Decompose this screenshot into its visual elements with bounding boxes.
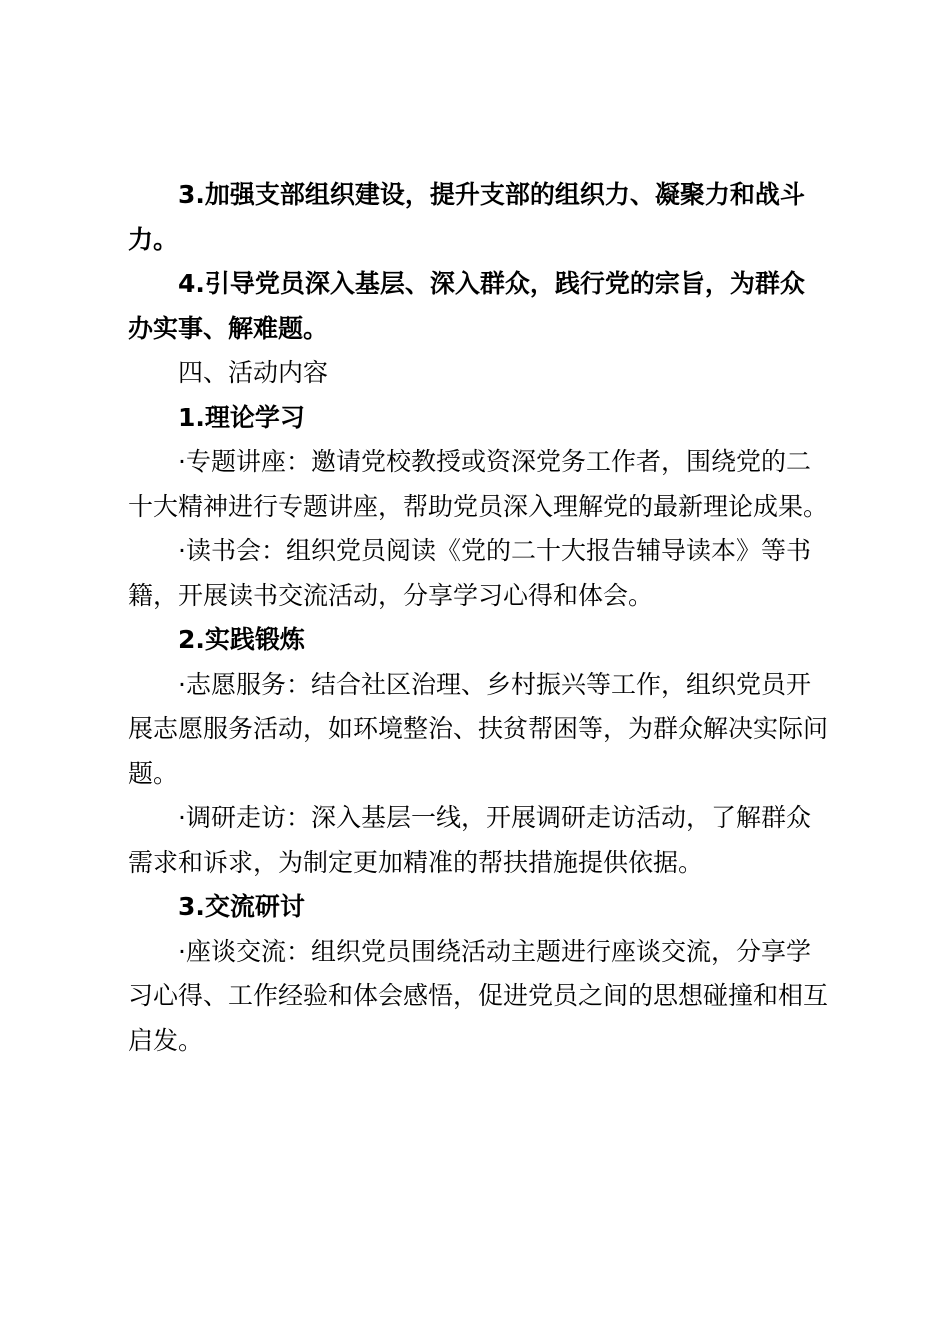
item-reading-club: ·读书会：组织党员阅读《党的二十大报告辅导读本》等书籍，开展读书交流活动，分享学习心得和体会。 bbox=[128, 536, 811, 610]
item-volunteer-service: ·志愿服务：结合社区治理、乡村振兴等工作，组织党员开展志愿服务活动，如环境整治、扶贫帮困等，为群众解决实际问题。 bbox=[128, 669, 829, 788]
document-body bbox=[128, 173, 828, 1063]
objective-4-paragraph: 4.引导党员深入基层、深入群众，践行党的宗旨，为群众办实事、解难题。 bbox=[128, 269, 805, 343]
section-heading-activity-content: 四、活动内容 bbox=[178, 358, 329, 387]
item-research-visit: ·调研走访：深入基层一线，开展调研走访活动，了解群众需求和诉求，为制定更加精准的帮扶措施提供依据。 bbox=[128, 803, 811, 877]
subheading-theory-study: 1.理论学习 bbox=[178, 402, 305, 432]
objective-3-paragraph: 3.加强支部组织建设，提升支部的组织力、凝聚力和战斗力。 bbox=[128, 180, 805, 254]
item-special-lecture: ·专题讲座：邀请党校教授或资深党务工作者，围绕党的二十大精神进行专题讲座，帮助党员深入理解党的最新理论成果。 bbox=[128, 447, 829, 521]
subheading-practice: 2.实践锻炼 bbox=[178, 625, 305, 654]
subheading-exchange-discussion: 3.交流研讨 bbox=[178, 892, 305, 921]
item-symposium-exchange: ·座谈交流：组织党员围绕活动主题进行座谈交流，分享学习心得、工作经验和体会感悟，促进党员之间的思想碰撞和相互启发。 bbox=[128, 936, 829, 1055]
